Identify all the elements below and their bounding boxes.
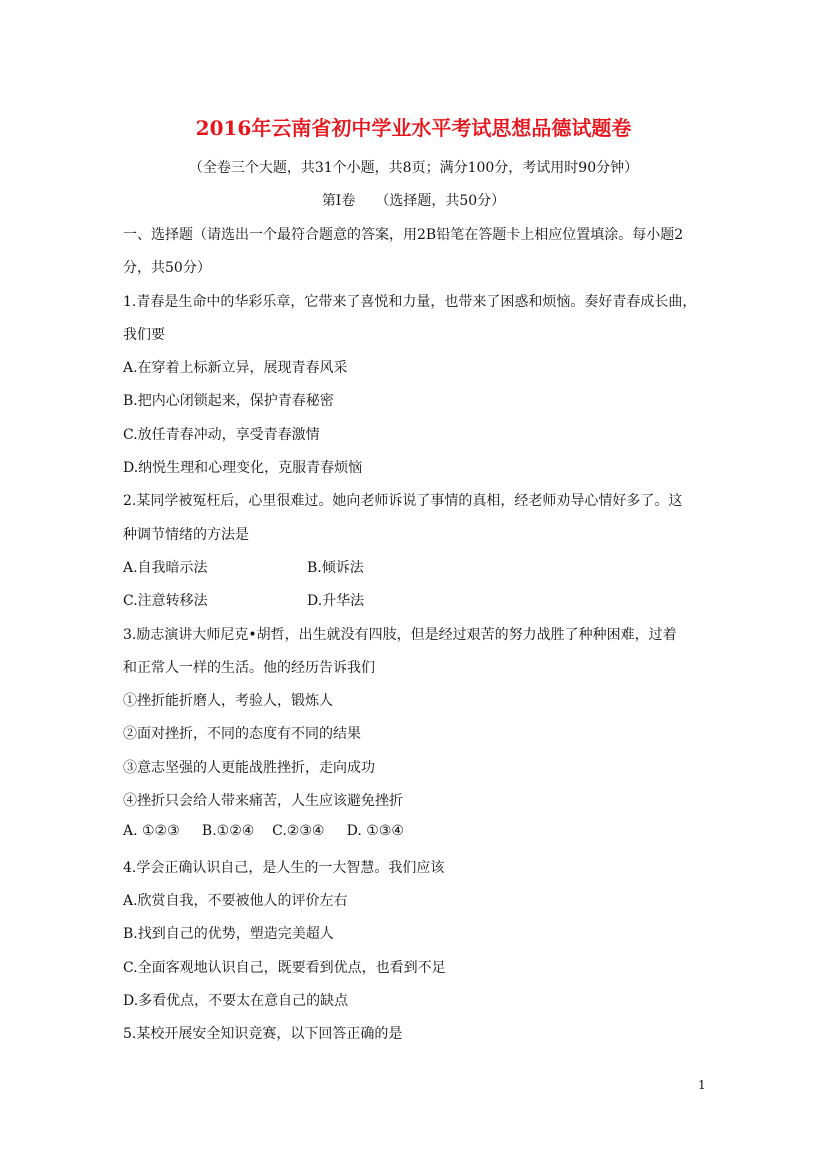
instructions-line-2: 分，共50分） [123,260,211,276]
q2-option-d: D.升华法 [307,593,365,609]
page-number: 1 [698,1078,706,1092]
q4-option-b: B.找到自己的优势，塑造完美超人 [123,926,334,942]
q5-stem: 5.某校开展安全知识竞赛，以下回答正确的是 [123,1026,403,1042]
section-note: （选择题，共50分） [375,193,506,209]
q1-option-c: C.放任青春冲动，享受青春激情 [123,427,320,443]
q2-option-b: B.倾诉法 [307,560,364,576]
q4-option-a: A.欣赏自我，不要被他人的评价左右 [123,893,348,909]
q2-option-a: A.自我暗示法 [123,560,208,576]
q3-stem-line-1: 3.励志演讲大师尼克•胡哲，出生就没有四肢，但是经过艰苦的努力战胜了种种困难，过着 [123,627,677,643]
q1-option-b: B.把内心闭锁起来，保护青春秘密 [123,393,334,409]
q3-statement-4: ④挫折只会给人带来痛苦，人生应该避免挫折 [123,793,403,809]
q4-option-d: D.多看优点，不要太在意自己的缺点 [123,993,349,1009]
q4-stem: 4.学会正确认识自己，是人生的一大智慧。我们应该 [123,860,445,876]
q1-stem-line-1: 1.青春是生命中的华彩乐章，它带来了喜悦和力量，也带来了困惑和烦恼。奏好青春成长曲， [123,294,697,310]
q1-stem-line-2: 我们要 [123,327,165,343]
q3-stem-line-2: 和正常人一样的生活。他的经历告诉我们 [123,660,375,676]
q3-statement-1: ①挫折能折磨人，考验人，锻炼人 [123,693,333,709]
q3-statement-3: ③意志坚强的人更能战胜挫折，走向成功 [123,760,375,776]
q3-statement-2: ②面对挫折，不同的态度有不同的结果 [123,726,361,742]
q1-option-d: D.纳悦生理和心理变化，克服青春烦恼 [123,460,363,476]
q3-options: A. ①②③ B.①②④ C.②③④ D. ①③④ [123,823,404,839]
section-heading [0,190,827,210]
exam-info: （全卷三个大题，共31个小题，共8页；满分100分，考试用时90分钟） [188,160,639,176]
page-title: 2016年云南省初中学业水平考试思想品德试题卷 [195,116,632,140]
q2-stem-line-2: 种调节情绪的方法是 [123,527,249,543]
section-label: 第Ⅰ卷 [321,193,356,209]
q2-option-c: C.注意转移法 [123,593,208,609]
q1-option-a: A.在穿着上标新立异，展现青春风采 [123,360,348,376]
instructions-line-1: 一、选择题（请选出一个最符合题意的答案，用2B铅笔在答题卡上相应位置填涂。每小题2 [123,227,684,243]
q2-stem-line-1: 2.某同学被冤枉后，心里很难过。她向老师诉说了事情的真相，经老师劝导心情好多了。这 [123,493,683,509]
q4-option-c: C.全面客观地认识自己，既要看到优点，也看到不足 [123,960,446,976]
